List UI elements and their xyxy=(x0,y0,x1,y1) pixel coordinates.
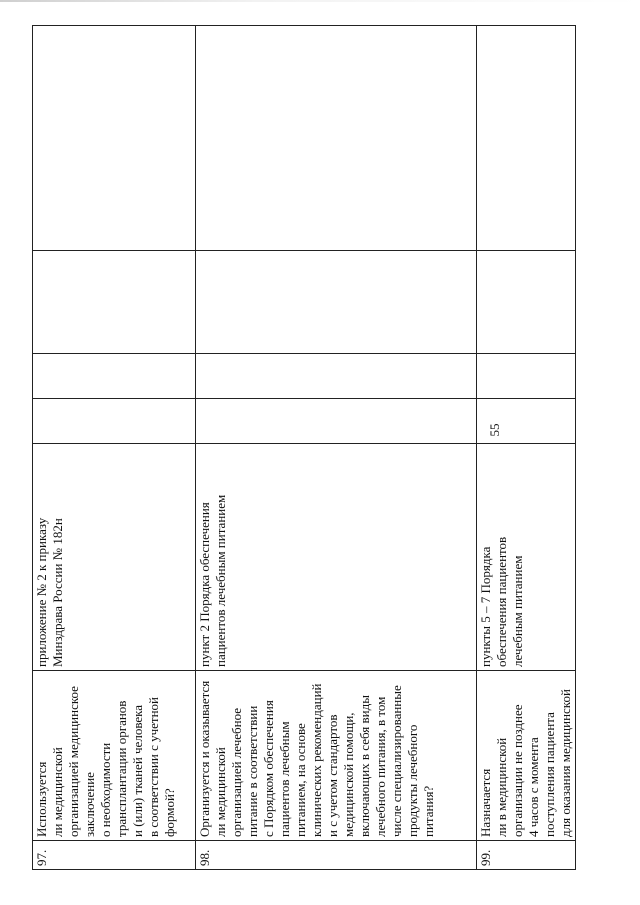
checklist-table xyxy=(32,25,576,870)
table-row xyxy=(477,26,576,870)
cell-yes xyxy=(196,399,477,444)
row-reference: пункты 5 – 7 Порядка обеспечения пациентов лечебным питанием xyxy=(477,444,576,671)
cell-not-applicable xyxy=(477,251,576,354)
cell-note xyxy=(33,26,196,251)
row-reference: пункт 2 Порядка обеспечения пациентов лечебным питанием xyxy=(196,444,477,671)
cell-yes xyxy=(33,399,196,444)
cell-no xyxy=(477,354,576,399)
cell-not-applicable xyxy=(196,251,477,354)
cell-not-applicable xyxy=(33,251,196,354)
row-question: Назначается ли в медицинской организации не позднее 4 часов с момента поступления пациента для оказания медицинской xyxy=(477,671,576,841)
rotated-page xyxy=(32,10,582,870)
row-number: 99. xyxy=(477,841,576,870)
table-row xyxy=(33,26,196,870)
table-row xyxy=(196,26,477,870)
scan-edge xyxy=(0,0,640,2)
cell-no xyxy=(33,354,196,399)
cell-no xyxy=(196,354,477,399)
cell-note xyxy=(477,26,576,251)
page-number: 55 xyxy=(487,423,502,437)
row-number: 98. xyxy=(196,841,477,870)
row-reference: приложение № 2 к приказу Минздрава России № 182н xyxy=(33,444,196,671)
cell-yes xyxy=(477,399,576,444)
cell-note xyxy=(196,26,477,251)
row-question: Используется ли медицинской организацией медицинское заключение о необходимости трансплантации органов и (или) тканей человека в соответствии с учетной формой? xyxy=(33,671,196,841)
row-question: Организуется и оказывается ли медицинской организацией лечебное питание в соответствии с Порядком обеспечения пациентов лечебным питанием, на основе клинических рекомендаций и с учетом стандартов медицинской помощи, включающих в себя виды лечебного питания, в том числе специализированные продукты лечебного питания? xyxy=(196,671,477,841)
row-number: 97. xyxy=(33,841,196,870)
